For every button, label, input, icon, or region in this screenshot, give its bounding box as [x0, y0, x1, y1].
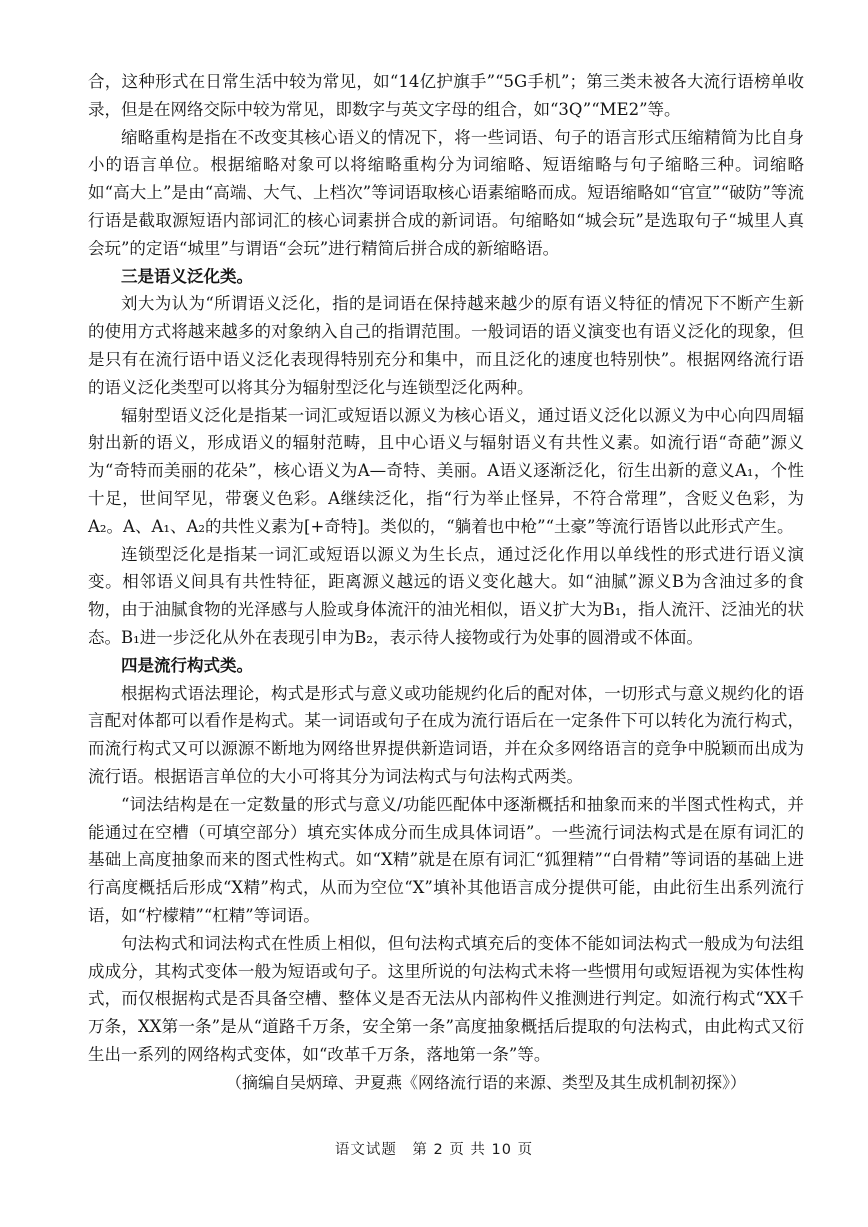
paragraph-liu-dawei-quote: 刘大为认为“所谓语义泛化，指的是词语在保持越来越少的原有语义特征的情况下不断产生新的使用方式将越来越多的对象纳入自己的指谓范围。一般词语的语义演变也有语义泛化的现象，但是只有在流行语中语义泛化表现得特别充分和集中，而且泛化的速度也特别快”。根据网络流行语的语义泛化类型可以将其分为辐射型泛化与连锁型泛化两种。	[88, 294, 804, 397]
article-body	[88, 68, 804, 1069]
section-heading-semantic-generalization: 三是语义泛化类。	[121, 266, 253, 286]
paragraph-radiation-type: 辐射型语义泛化是指某一词汇或短语以源义为核心语义，通过语义泛化以源义为中心向四周辐射出新的语义，形成语义的辐射范畴，且中心语义与辐射语义有共性义素。如流行语“奇葩”源义为“奇特而美丽的花朵”，核心语义为A—奇特、美丽。A语义逐渐泛化，衍生出新的意义A₁，个性十足，世间罕见，带褒义色彩。A继续泛化，指“行为举止怪异，不符合常理”，含贬义色彩，为A₂。A、A₁、A₂的共性义素为[+奇特]。类似的，“躺着也中枪”“土豪”等流行语皆以此形式产生。	[88, 405, 804, 536]
paragraph-lexical-construction: “词法结构是在一定数量的形式与意义/功能匹配体中逐渐概括和抽象而来的半图式性构式，并能通过在空槽（可填空部分）填充实体成分而生成具体词语”。一些流行词法构式是在原有词汇的基础上高度抽象而来的图式性构式。如“X精”就是在原有词汇“狐狸精”“白骨精”等词语的基础上进行高度概括后形成“X精”构式，从而为空位“X”填补其他语言成分提供可能，由此衍生出系列流行语，如“柠檬精”“杠精”等词语。	[88, 794, 804, 925]
paragraph-syntactic-construction: 句法构式和词法构式在性质上相似，但句法构式填充后的变体不能如词法构式一般成为句法组成成分，其构式变体一般为短语或句子。这里所说的句法构式未将一些惯用句或短语视为实体性构式，而仅根据构式是否具备空槽、整体义是否无法从内部构件义推测进行判定。如流行构式“XX千万条，XX第一条”是从“道路千万条，安全第一条”高度抽象概括后提取的句法构式，由此构式又衍生出一系列的网络构式变体，如“改革千万条，落地第一条”等。	[88, 933, 804, 1064]
page-footer: 语文试题 第 2 页 共 10 页	[334, 1142, 534, 1158]
paragraph-chain-type: 连锁型泛化是指某一词汇或短语以源义为生长点，通过泛化作用以单线性的形式进行语义演变。相邻语义间具有共性特征，距离源义越远的语义变化越大。如“油腻”源义B为含油过多的食物，由于油腻食物的光泽感与人脸或身体流汗的油光相似，语义扩大为B₁，指人流汗、泛油光的状态。B₁进一步泛化从外在表现引申为B₂，表示待人接物或行为处事的圆滑或不体面。	[88, 544, 804, 647]
source-citation: （摘编自吴炳璋、尹夏燕《网络流行语的来源、类型及其生成机制初探》）	[225, 1072, 746, 1092]
paragraph-continuation: 合，这种形式在日常生活中较为常见，如“14亿护旗手”“5G手机”；第三类未被各大流行语榜单收录，但是在网络交际中较为常见，即数字与英文字母的组合，如“3Q”“ME2”等。	[88, 72, 804, 119]
paragraph-construction-grammar: 根据构式语法理论，构式是形式与意义或功能规约化后的配对体，一切形式与意义规约化的语言配对体都可以看作是构式。某一词语或句子在成为流行语后在一定条件下可以转化为流行构式，而流行构式又可以源源不断地为网络世界提供新造词语，并在众多网络语言的竞争中脱颖而出成为流行语。根据语言单位的大小可将其分为词法构式与句法构式两类。	[88, 683, 804, 786]
section-heading-construction: 四是流行构式类。	[121, 655, 253, 675]
paragraph-abbreviation: 缩略重构是指在不改变其核心语义的情况下，将一些词语、句子的语言形式压缩精简为比自身小的语言单位。根据缩略对象可以将缩略重构分为词缩略、短语缩略与句子缩略三种。词缩略如“高大上”是由“高端、大气、上档次”等词语取核心语素缩略而成。短语缩略如“官宣”“破防”等流行语是截取源短语内部词汇的核心词素拼合成的新词语。句缩略如“城会玩”是选取句子“城里人真会玩”的定语“城里”与谓语“会玩”进行精简后拼合成的新缩略语。	[88, 127, 804, 258]
